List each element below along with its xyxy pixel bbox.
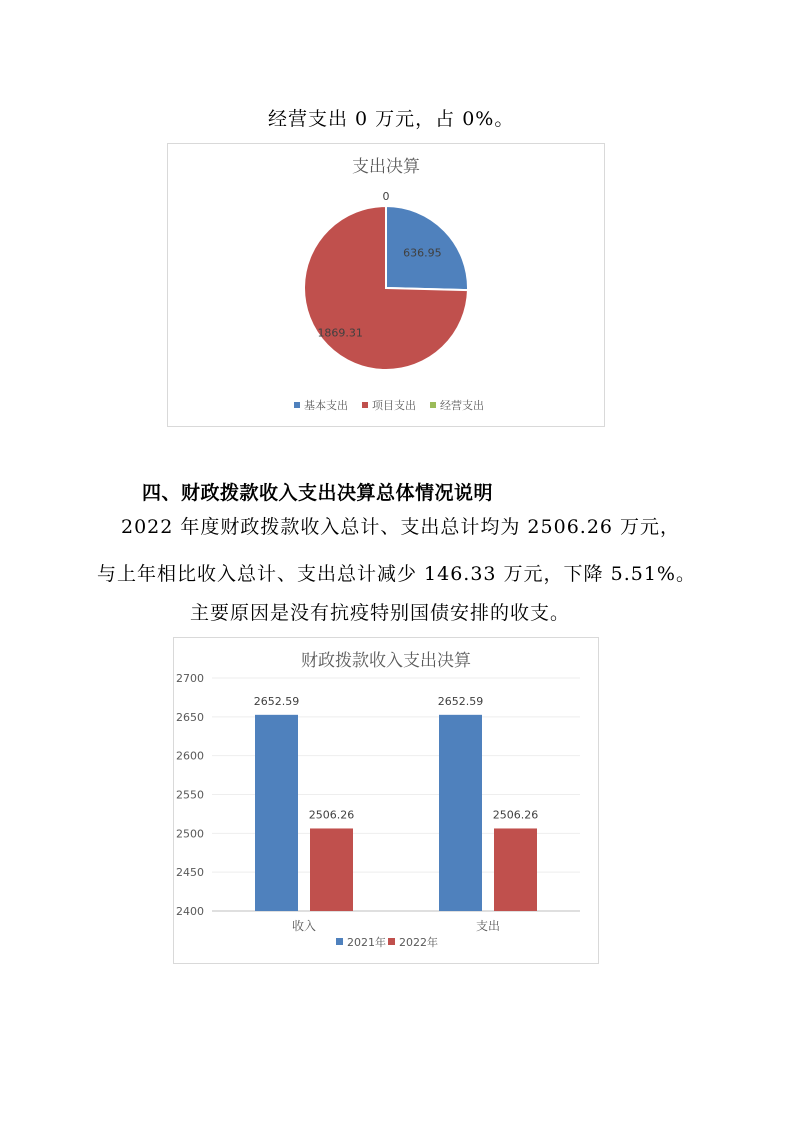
bar-data-label-2-2: 2506.26 — [492, 808, 539, 822]
bar-legend-label-1: 2021年 — [347, 936, 386, 949]
pie-chart-panel — [167, 143, 605, 427]
bar-ytick-label-2: 2450 — [176, 866, 204, 880]
pie-legend-label-2: 项目支出 — [372, 399, 416, 412]
pie-data-label-2: 1869.31 — [317, 326, 363, 340]
pie-legend-label-3: 经营支出 — [440, 399, 484, 412]
paragraph-line-3: 主要原因是没有抗疫特别国债安排的收支。 — [190, 602, 571, 624]
paragraph-line-2: 与上年相比收入总计、支出总计减少 146.33 万元，下降 5.51%。 — [97, 563, 696, 585]
pie-legend-swatch-3 — [430, 402, 436, 408]
bar-ytick-label-6: 2650 — [176, 710, 204, 724]
bar-xtick-label-2: 支出 — [475, 919, 501, 933]
pie-chart-title: 支出决算 — [352, 157, 420, 177]
bar-data-label-1-2: 2506.26 — [308, 808, 355, 822]
bar-ytick-label-3: 2500 — [176, 827, 204, 841]
pie-data-label-1: 636.95 — [403, 246, 442, 260]
section-heading: 四、财政拨款收入支出决算总体情况说明 — [142, 482, 494, 504]
bar-chart-title: 财政拨款收入支出决算 — [301, 651, 471, 671]
bar-1-1 — [255, 715, 298, 911]
pie-data-label-3: 0 — [382, 190, 390, 203]
bar-ytick-label-1: 2400 — [176, 905, 204, 918]
bar-data-label-2-1: 2652.59 — [437, 694, 484, 708]
text-line-operating-expense: 经营支出 0 万元，占 0%。 — [268, 108, 515, 130]
pie-chart — [168, 144, 604, 426]
paragraph-line-1: 2022 年度财政拨款收入总计、支出总计均为 2506.26 万元， — [121, 516, 681, 538]
bar-2-2 — [494, 828, 537, 911]
pie-legend-label-1: 基本支出 — [304, 399, 348, 412]
bar-xtick-label-1: 收入 — [291, 919, 317, 933]
bar-ytick-label-4: 2550 — [176, 788, 204, 802]
bar-2-1 — [439, 715, 482, 911]
bar-1-2 — [310, 828, 353, 911]
bar-ytick-label-5: 2600 — [176, 749, 204, 763]
bar-ytick-label-7: 2700 — [176, 672, 204, 685]
pie-legend-swatch-2 — [362, 402, 368, 408]
bar-chart-panel — [173, 637, 599, 964]
bar-legend-swatch-1 — [336, 938, 343, 945]
bar-chart — [174, 638, 598, 963]
pie-legend-swatch-1 — [294, 402, 300, 408]
bar-data-label-1-1: 2652.59 — [253, 694, 300, 708]
bar-legend-label-2: 2022年 — [399, 936, 438, 949]
bar-legend-swatch-2 — [388, 938, 395, 945]
